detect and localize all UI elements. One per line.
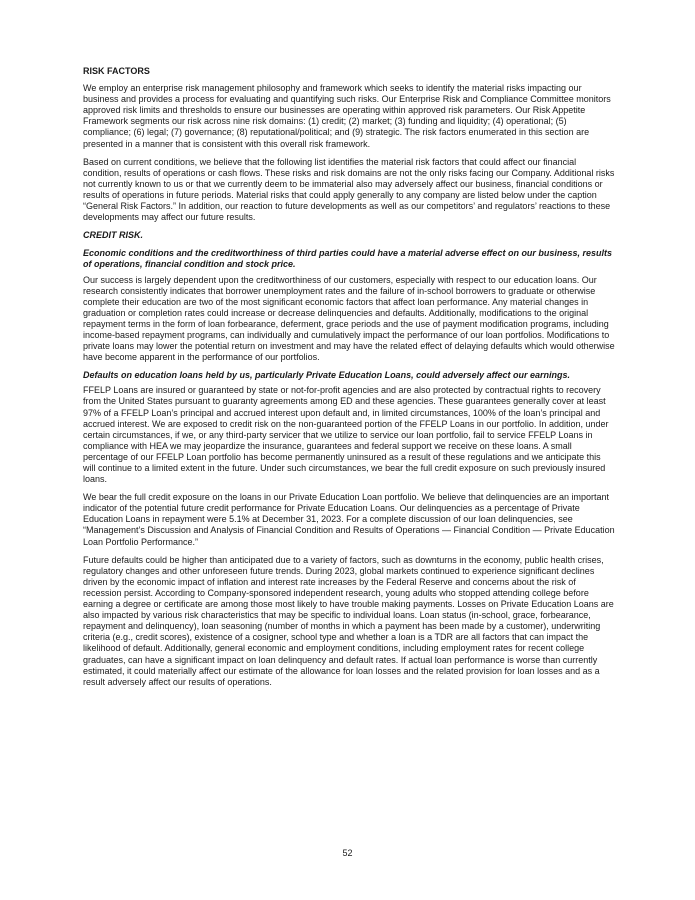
risk-factor-paragraph: Our success is largely dependent upon the creditworthiness of our customers, especially with respect to our education loans. Our research consistently indicates that borrower unemployment rates and the failure of in-school borrowers to graduate or otherwise complete their education are two of the most significant economic factors that affect loan performance. Any material changes in graduation or completion rates could increase or decrease delinquencies and defaults. Additionally, modifications to the original repayment terms in the form of loan forbearance, deferment, grace periods and the use of payment modification programs, including income-based repayment programs, can individually and cumulatively impact the performance of our loan portfolios. Modifications to private loans may lower the potential return on investment and may have the related effect of delaying defaults which would otherwise have become apparent in the performance of our portfolios. (83, 274, 615, 363)
intro-paragraph: Based on current conditions, we believe that the following list identifies the material risk factors that could affect our financial condition, results of operations or cash flows. These risks and risk domains are not the only risks facing our Company. Additional risks not currently known to us or that we currently deem to be immaterial also may adversely affect our business, financial conditions or results of operations in future periods. Material risks that could apply generally to any company are listed below under the caption “General Risk Factors.” In addition, our reaction to future developments as well as our competitors’ and regulators’ reactions to these developments may affect our future results. (83, 156, 615, 223)
risk-factor-paragraph: FFELP Loans are insured or guaranteed by state or not-for-profit agencies and are also protected by contractual rights to recovery from the United States pursuant to guaranty agreements among ED and these agencies. These guarantees generally cover at least 97% of a FFELP Loan’s principal and accrued interest upon default and, in limited circumstances, 100% of the loan’s principal and accrued interest. We are exposed to credit risk on the non-guaranteed portion of the FFELP Loans in our portfolio. In addition, under certain circumstances, if we, or any third-party servicer that we utilize to service our loan portfolio, fail to service FFELP Loans in compliance with HEA we may jeopardize the insurance, guarantees and federal support we receive on these loans. A small percentage of our FFELP Loan portfolio has become permanently uninsured as a result of these regulations and we anticipate this will continue to a limited extent in the future. Under such circumstances, we bear the full credit exposure on such previously insured loans. (83, 385, 609, 485)
risk-factor-paragraph: Future defaults could be higher than anticipated due to a variety of factors, such as downturns in the economy, public health crises, regulatory changes and other unforeseen future trends. During 2023, global markets continued to experience significant declines driven by the economic impact of inflation and interest rate increases by the Federal Reserve and concerns about the risk of recession persist. According to Company-sponsored independent research, young adults who stopped attending college before earning a degree or certificate are among those most likely to have trouble making payments. Losses on Private Education Loans are also impacted by various risk characteristics that may be specific to individual loans. Loan status (in-school, grace, forbearance, repayment and delinquency), loan seasoning (number of months in which a payment has been made by a customer), underwriting criteria (e.g., credit scores), existence of a cosigner, school type and whether a loan is a TDR are all factors that can impact the likelihood of default. Additionally, general economic and employment conditions, including employment rates for recent college graduates, can have a significant impact on loan delinquency and default rates. If actual loan performance is worse than currently estimated, it could materially affect our estimate of the allowance for loan losses and the related provision for loan losses and as a result adversely affect our results of operations. (83, 554, 614, 687)
risk-factor-title: Economic conditions and the creditworthiness of third parties could have a material adverse effect on our business, results of operations, financial condition and stock price. (83, 248, 612, 270)
section-title: RISK FACTORS (83, 66, 150, 76)
risk-factor-title: Defaults on education loans held by us, particularly Private Education Loans, could adversely affect our earnings. (83, 370, 570, 381)
risk-factor-paragraph: We bear the full credit exposure on the loans in our Private Education Loan portfolio. We believe that delinquencies are an important indicator of the potential future credit performance for Private Education Loans. Our delinquencies as a percentage of Private Education Loans in repayment were 5.1% at December 31, 2023. For a complete discussion of our loan delinquencies, see “Management’s Discussion and Analysis of Financial Condition and Results of Operations — Financial Condition — Private Education Loan Portfolio Performance.” (83, 492, 615, 547)
intro-paragraph: We employ an enterprise risk management philosophy and framework which seeks to identify the material risks impacting our business and provides a process for evaluating and quantifying such risks. Our Enterprise Risk and Compliance Committee monitors approved risk limits and thresholds to ensure our businesses are operating within approved risk parameters. Our Risk Appetite Framework segments our risk across nine risk domains: (1) credit; (2) market; (3) funding and liquidity; (4) operational; (5) compliance; (6) legal; (7) governance; (8) reputational/political; and (9) strategic. The risk factors enumerated in this section are presented in a manner that is consistent with this overall risk framework. (83, 83, 611, 149)
credit-risk-heading: CREDIT RISK. (83, 230, 144, 241)
document-page (83, 66, 615, 695)
page-number: 52 (342, 848, 353, 858)
